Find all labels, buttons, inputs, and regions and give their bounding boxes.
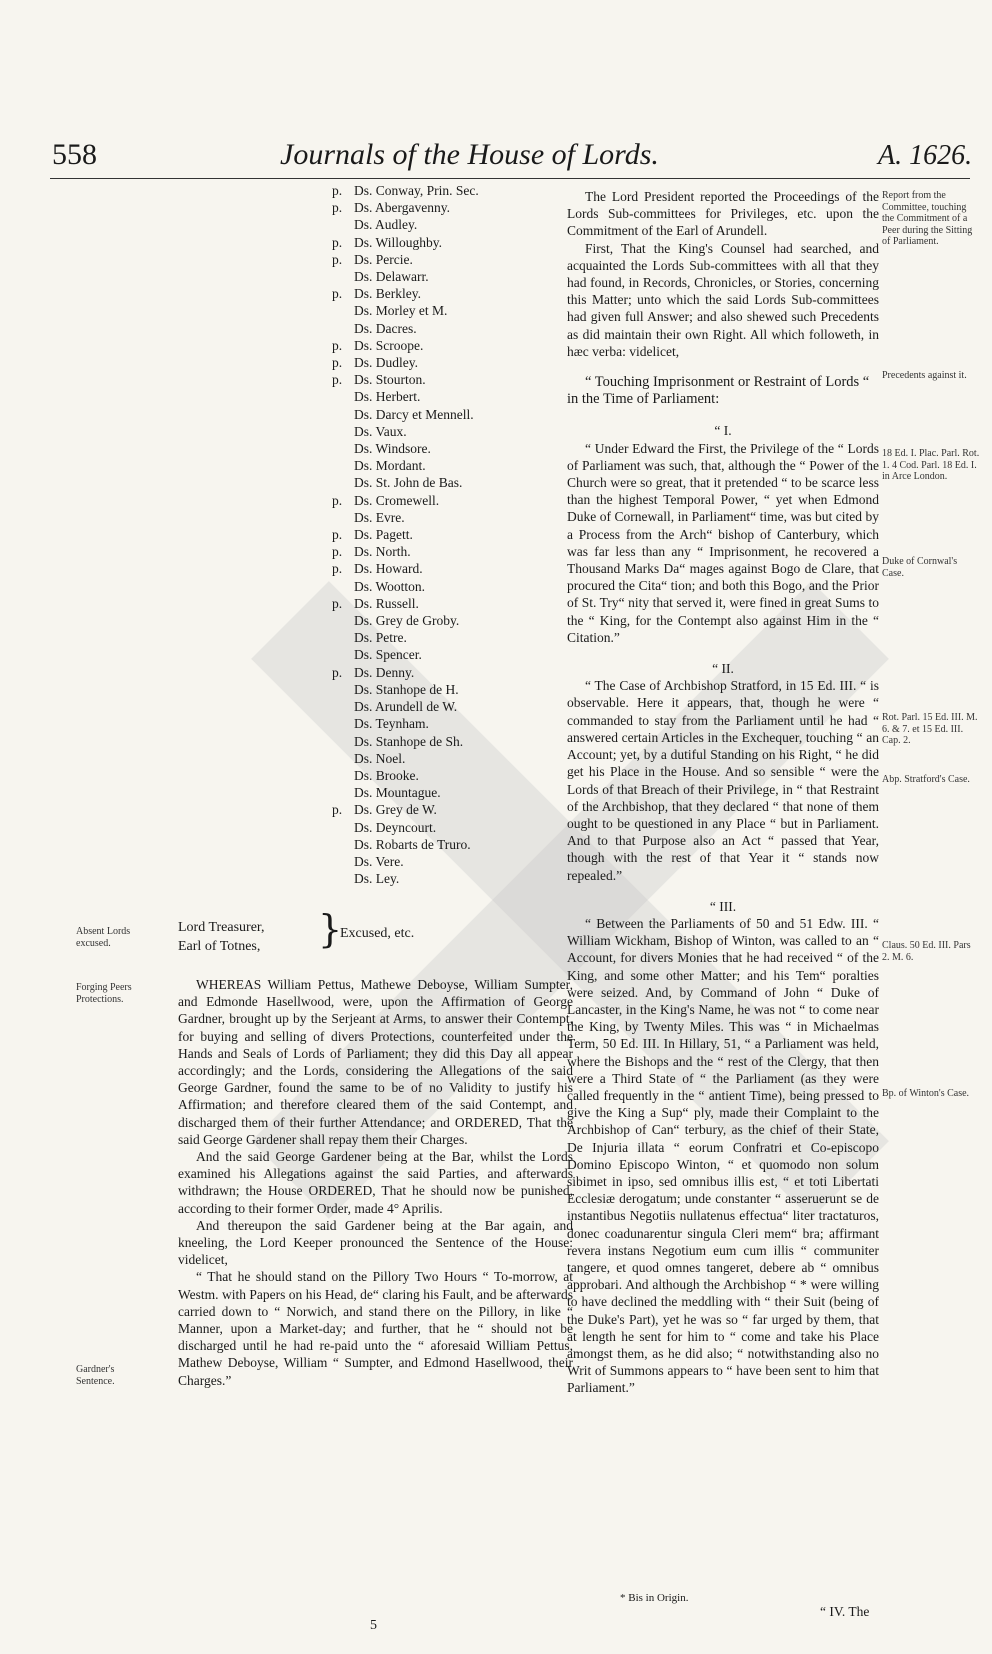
lord-name: Ds. Teynham. bbox=[354, 716, 429, 732]
presence-mark: p. bbox=[332, 595, 343, 611]
lord-entry bbox=[332, 354, 479, 371]
lord-entry bbox=[332, 302, 479, 319]
lord-name: Ds. Willoughby. bbox=[354, 234, 442, 250]
lord-name: Ds. Darcy et Mennell. bbox=[354, 406, 474, 422]
lord-name: Ds. Pagett. bbox=[354, 527, 413, 543]
catchword: “ IV. The bbox=[820, 1604, 870, 1619]
lord-name: Ds. Stourton. bbox=[354, 372, 426, 388]
margin-ref-3: Claus. 50 Ed. III. Pars 2. M. 6. bbox=[882, 940, 971, 963]
lord-entry bbox=[332, 612, 479, 629]
presence-mark: p. bbox=[332, 234, 343, 250]
lord-name: Ds. Evre. bbox=[354, 509, 405, 525]
paragraph-first: First, That the King's Counsel had searched, and acquainted the Lords Sub-committees with all that they had found, in Records, Chronicles, or Stories, concerning this Matter; unto which the said Lords Sub-committees had given full Answer; and also shewed such Precedents as did maintain their own Right. All which followeth, in hæc verba: videlicet, bbox=[567, 240, 879, 359]
presence-mark: p. bbox=[332, 372, 343, 388]
numeral-2: “ II. bbox=[712, 661, 734, 677]
lord-name: Ds. Stanhope de Sh. bbox=[354, 733, 464, 749]
lord-name: Ds. Conway, Prin. Sec. bbox=[354, 183, 479, 198]
margin-absent: Absent Lords excused. bbox=[76, 926, 131, 949]
lord-entry bbox=[332, 285, 479, 302]
numeral-1: “ I. bbox=[714, 423, 732, 439]
lord-entry bbox=[332, 715, 479, 732]
page-number-bottom: 5 bbox=[370, 1618, 377, 1633]
lord-entry bbox=[332, 801, 479, 818]
lord-entry bbox=[332, 337, 479, 354]
lord-name: Ds. Brooke. bbox=[354, 767, 419, 783]
presence-mark: p. bbox=[332, 561, 343, 577]
footnote: * Bis in Origin. bbox=[620, 1592, 689, 1604]
lord-entry bbox=[332, 406, 479, 423]
lord-name: Ds. Russell. bbox=[354, 595, 419, 611]
lord-entry bbox=[332, 423, 479, 440]
paragraph-bar: And the said George Gardener being at the Bar, whilst the Lords examined his Allegations against the said Parties, and afterwards withdrawn; the House ORDERED, That he should now be punished, according to their former Order, made 4° Aprilis. bbox=[178, 1149, 573, 1216]
journal-title: Journals of the House of Lords. bbox=[280, 138, 659, 171]
lord-entry bbox=[332, 492, 479, 509]
presence-mark: p. bbox=[332, 544, 343, 560]
lord-entry bbox=[332, 371, 479, 388]
lord-entry bbox=[332, 560, 479, 577]
margin-precedents: Precedents against it. bbox=[882, 370, 967, 381]
lord-name: Ds. Morley et M. bbox=[354, 303, 448, 319]
presence-mark: p. bbox=[332, 286, 343, 302]
right-column bbox=[567, 188, 879, 1397]
lord-entry bbox=[332, 234, 479, 251]
paragraph-whereas: WHEREAS William Pettus, Mathewe Deboyse, William Sumpter, and Edmonde Hasellwood, were, upon the Affirmation of George Gardner, brought up by the Serjeant at Arms, to answer their Contempt, for buying and selling of divers Protections, counterfeited under the Hands and Seals of Lords of Parliament; they did this Day all appear accordingly; and the Lords, considering the Allegations of the said George Gardner, found the same to be of no Validity to justify his Affirmation; and therefore cleared them of the said Contempt, and discharged them of their further Attendance; and ORDERED, That the said George Gardener shall repay them their Charges. bbox=[178, 977, 573, 1147]
lord-entry bbox=[332, 629, 479, 646]
lord-name: Ds. Wootton. bbox=[354, 578, 426, 594]
margin-report: Report from the Committee, touching the Commitment of a Peer during the Sitting of Parliament. bbox=[882, 190, 973, 247]
lord-name: Ds. Berkley. bbox=[354, 286, 421, 302]
presence-mark: p. bbox=[332, 337, 343, 353]
lord-name: Ds. Dacres. bbox=[354, 320, 417, 336]
presence-mark: p. bbox=[332, 183, 343, 198]
numeral-3: “ III. bbox=[709, 898, 737, 914]
margin-cornwall: Duke of Cornwal's Case. bbox=[882, 556, 958, 579]
lord-entry bbox=[332, 698, 479, 715]
lord-entry bbox=[332, 474, 479, 491]
lord-entry bbox=[332, 440, 479, 457]
lord-name: Ds. Noel. bbox=[354, 750, 406, 766]
lord-entry bbox=[332, 870, 479, 887]
margin-ref-1: 18 Ed. I. Plac. Parl. Rot. 1. 4 Cod. Parl. 18 Ed. I. in Arce London. bbox=[882, 448, 980, 482]
lord-name: Ds. Howard. bbox=[354, 561, 423, 577]
lord-name: Ds. Denny. bbox=[354, 664, 415, 680]
presence-mark: p. bbox=[332, 251, 343, 267]
lord-name: Ds. Deyncourt. bbox=[354, 819, 437, 835]
lord-name: Ds. St. John de Bas. bbox=[354, 475, 463, 491]
lord-name: Ds. Spencer. bbox=[354, 647, 422, 663]
lord-entry bbox=[332, 388, 479, 405]
presence-mark: p. bbox=[332, 200, 343, 216]
excused-text: Excused, etc. bbox=[340, 926, 415, 941]
lord-entry bbox=[332, 543, 479, 560]
lord-entry bbox=[332, 681, 479, 698]
margin-winton: Bp. of Winton's Case. bbox=[882, 1088, 970, 1099]
lord-name: Ds. Abergavenny. bbox=[354, 200, 450, 216]
margin-stratford: Abp. Stratford's Case. bbox=[882, 774, 970, 785]
section-1: “ Under Edward the First, the Privilege of the “ Lords of Parliament was such, that, although the “ Power of the Church were so great, that it pretended “ to be scarce less than the highest Temporal Power, “ yet when Edmond Duke of Cornewall, in Parliament“ time, was but cited by a Process from the Arch“ bishop of Canterbury, which was far less than any “ Imprisonment, he recovered a Thousand Marks Da“ mages against Bogo de Clare, that procured the Cita“ tion; and both this Bogo, and the Prior of St. Try“ nity that served it, were fined in great Sums to the “ King, for the Contempt also against Him in the “ Citation.” bbox=[567, 440, 879, 645]
lord-entry bbox=[332, 526, 479, 543]
lord-entry bbox=[332, 182, 479, 199]
lord-name: Ds. Grey de W. bbox=[354, 802, 437, 818]
lord-entry bbox=[332, 320, 479, 337]
page-number: 558 bbox=[52, 138, 97, 171]
lord-entry bbox=[332, 457, 479, 474]
brace: } bbox=[318, 907, 343, 951]
lord-name: Ds. Scroope. bbox=[354, 337, 424, 353]
lord-name: Ds. Grey de Groby. bbox=[354, 613, 460, 629]
margin-forging: Forging Peers Protections. bbox=[76, 982, 132, 1005]
presence-mark: p. bbox=[332, 664, 343, 680]
lord-name: Ds. Audley. bbox=[354, 217, 418, 233]
lord-name: Ds. Dudley. bbox=[354, 355, 418, 371]
margin-gardner: Gardner's Sentence. bbox=[76, 1364, 115, 1387]
lord-entry bbox=[332, 836, 479, 853]
lord-entry bbox=[332, 664, 479, 681]
paragraph-kneeling: And thereupon the said Gardener being at the Bar again, and kneeling, the Lord Keeper pronounced the Sentence of the House: videlicet, bbox=[178, 1217, 573, 1268]
lord-entry bbox=[332, 595, 479, 612]
lord-entry bbox=[332, 578, 479, 595]
section-2: “ The Case of Archbishop Stratford, in 15 Ed. III. “ is observable. Here it appears, that, though he were “ commanded to stay from the Parliament until he had “ answered certain Articles in the Exchequer, touching “ an Account; yet, by a dutiful Standing on his Right, “ he did get his Place in the House. And so sensible “ were the Lords of that Breach of their Privilege, in “ that Restraint of the Archbishop, that they declared “ that none of them ought to be questioned in any Place “ but in Parliament. And to that Purpose also an Act “ passed that Year, though with the rest of that Year it “ stands now repealed.” bbox=[567, 678, 879, 883]
lord-entry bbox=[332, 268, 479, 285]
section-3: “ Between the Parliaments of 50 and 51 Edw. III. “ William Wickham, Bishop of Winton, was called to an “ Account, for divers Monies that he had received “ of the King, and some other Matter; and his Tem“ poralties were seized. And, by Command of John “ Duke of Lancaster, in the King's Name, he was not “ to come near the King, by Twenty Miles. This was “ in Michaelmas Term, 50 Ed. III. In Hillary, 51, “ a Parliament was held, where the Bishops and the “ rest of the Clergy, that then were a Third State of “ the Parliament (as they were called frequently in the “ antient Time), being pressed to give the King a Sup“ ply, made their Complaint to the Archbishop of Can“ terbury, as the chief of their State, De Injuria illata “ eorum Confratri et Co-episcopo Domino Episcopo Winton, “ et quomodo non solum sibimet in ipso, sed omnibus illis est, “ et toti Libertati Ecclesiæ derogatum; unde constanter “ asseruerunt se de instantibus Negotiis nullatenus effectua“ liter tractaturos, donec coadunarentur singula Cleri mem“ bra; affirmant revera instans Negotium eum cum illis “ communiter tangere, et quod omnes tangeret, debere ab “ omnibus approbari. And although the Archbishop “ * were willing to have declined the meddling with “ their Suit (being of the Duke's Part), yet he was so “ far urged by them, that at length he sent for him to “ come and take his Place amongst them, as he did also; “ notwithstanding also no Writ of Summons appears to “ have been sent to him that Parliament.” bbox=[567, 915, 879, 1396]
lord-entry bbox=[332, 216, 479, 233]
lord-entry bbox=[332, 509, 479, 526]
lord-name: Ds. Robarts de Truro. bbox=[354, 836, 471, 852]
lord-name: Ds. Cromewell. bbox=[354, 492, 440, 508]
lord-name: Ds. North. bbox=[354, 544, 411, 560]
paragraph-report: The Lord President reported the Proceedings of the Lords Sub-committees for Privileges, etc. upon the Commitment of the Earl of Arundell. bbox=[567, 189, 879, 239]
lord-entry bbox=[332, 733, 479, 750]
absent-line-1: Lord Treasurer, bbox=[178, 920, 265, 935]
lord-name: Ds. Percie. bbox=[354, 251, 413, 267]
presence-mark: p. bbox=[332, 527, 343, 543]
lord-entry bbox=[332, 199, 479, 216]
lord-name: Ds. Ley. bbox=[354, 871, 400, 887]
margin-ref-2: Rot. Parl. 15 Ed. III. M. 6. & 7. et 15 Ed. III. Cap. 2. bbox=[882, 712, 978, 746]
lord-entry bbox=[332, 750, 479, 767]
lord-name: Ds. Windsore. bbox=[354, 441, 431, 457]
lord-entry bbox=[332, 784, 479, 801]
presence-mark: p. bbox=[332, 492, 343, 508]
lord-name: Ds. Mountague. bbox=[354, 785, 441, 801]
lord-name: Ds. Vaux. bbox=[354, 423, 407, 439]
left-column bbox=[178, 976, 573, 1389]
presence-mark: p. bbox=[332, 802, 343, 818]
lord-name: Ds. Delawarr. bbox=[354, 269, 429, 285]
year: A. 1626. bbox=[878, 140, 973, 171]
lord-entry bbox=[332, 819, 479, 836]
lord-name: Ds. Petre. bbox=[354, 630, 407, 646]
lord-name: Ds. Vere. bbox=[354, 853, 404, 869]
header-rule bbox=[50, 178, 970, 179]
lord-name: Ds. Mordant. bbox=[354, 458, 426, 474]
lord-entry bbox=[332, 767, 479, 784]
presence-mark: p. bbox=[332, 355, 343, 371]
lords-list bbox=[332, 182, 479, 887]
lord-name: Ds. Stanhope de H. bbox=[354, 681, 459, 697]
lord-name: Ds. Arundell de W. bbox=[354, 699, 458, 715]
absent-line-2: Earl of Totnes, bbox=[178, 939, 261, 954]
lord-entry bbox=[332, 853, 479, 870]
absent-lords bbox=[178, 918, 265, 956]
section-heading: “ Touching Imprisonment or Restraint of Lords “ in the Time of Parliament: bbox=[567, 374, 870, 408]
paragraph-sentence: “ That he should stand on the Pillory Two Hours “ To-morrow, at Westm. with Papers on his Head, de“ claring his Fault, and be afterwards carried down to “ Norwich, and stand there on the Pillory, in like “ Manner, upon a Market-day; and further, that he “ should not be discharged until he had re-paid unto the “ aforesaid William Pettus, Mathew Deboyse, William “ Sumpter, and Edmond Hasellwood, their Charges.” bbox=[178, 1269, 573, 1388]
lord-name: Ds. Herbert. bbox=[354, 389, 421, 405]
lord-entry bbox=[332, 646, 479, 663]
lord-entry bbox=[332, 251, 479, 268]
